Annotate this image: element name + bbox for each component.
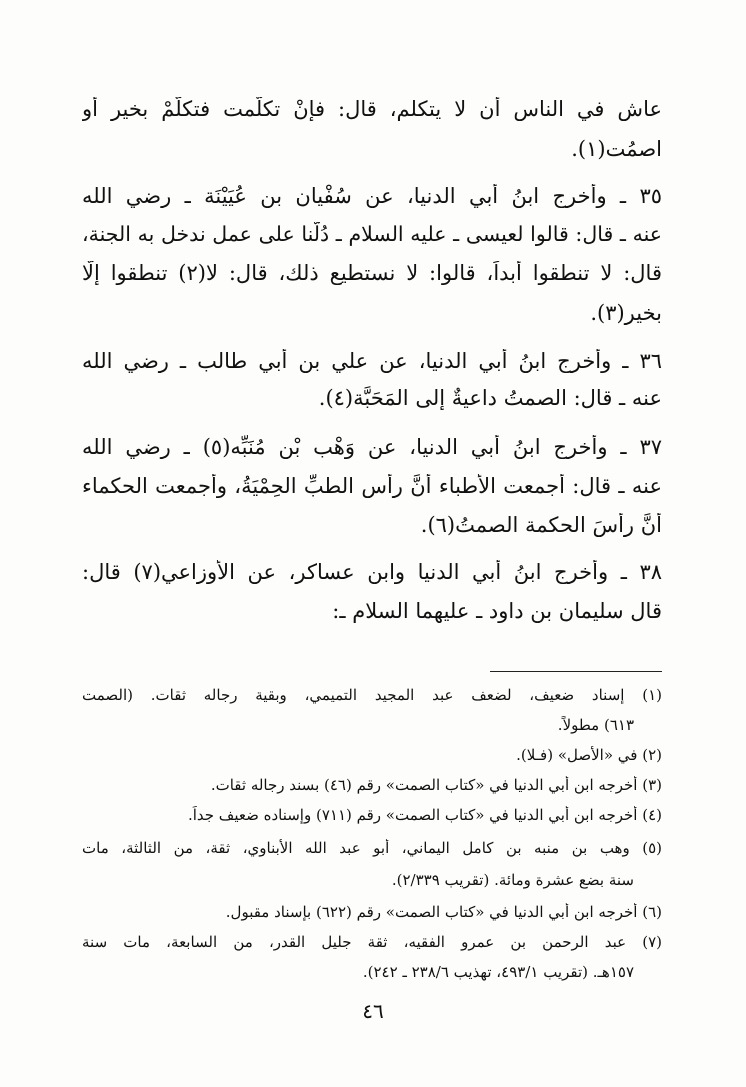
body-line-1: عاش في الناس أن لا يتكلم، قال: فإنْ تكلّمت فتكلَّمْ بخير أو	[82, 97, 662, 121]
footnote-7: (٧) عبد الرحمن بن عمرو الفقيه، ثقة جليل القدر، من السابعة، مات سنة	[82, 933, 662, 951]
body-line-10: عنه ـ قال: أجمعت الأطباء أنَّ رأس الطبِّ الحِمْيَةُ، وأجمعت الحكماء	[82, 474, 662, 498]
footnote-1-cont: ٦١٣) مطولاً.	[557, 716, 634, 734]
footnote-7-cont: ١٥٧هـ. (تقريب ٤٩٣/١، تهذيب ٢٣٨/٦ ـ ٢٤٢).	[362, 963, 634, 981]
footnote-5-cont: سنة بضع عشرة ومائة. (تقريب ٢/٣٣٩).	[391, 871, 634, 889]
body-line-12: ٣٨ ـ وأخرج ابنُ أبي الدنيا وابن عساكر، عن الأوزاعي(٧) قال:	[82, 560, 662, 584]
body-line-4: عنه ـ قال: قالوا لعيسى ـ عليه السلام ـ دُلّنا على عمل ندخل به الجنة،	[82, 222, 662, 246]
footnote-4: (٤) أخرجه ابن أبي الدنيا في «كتاب الصمت» رقم (٧١١) وإسناده ضعيف جداً.	[187, 806, 662, 824]
body-line-3: ٣٥ ـ وأخرج ابنُ أبي الدنيا، عن سُفْيان بن عُيَيْنَة ـ رضي الله	[82, 184, 662, 208]
footnote-2: (٢) في «الأصل» (فـلا).	[516, 746, 662, 764]
footnote-1: (١) إسناد ضعيف، لضعف عبد المجيد التميمي، وبقية رجاله ثقات. (الصمت	[82, 686, 662, 704]
body-line-9: ٣٧ ـ وأخرج ابنُ أبي الدنيا، عن وَهْب بْن مُنَبِّه(٥) ـ رضي الله	[82, 435, 662, 459]
body-line-13: قال سليمان بن داود ـ عليهما السلام ـ:	[332, 599, 662, 623]
body-line-6: بخير(٣).	[590, 301, 662, 325]
body-line-11: أنَّ رأسَ الحكمة الصمتُ(٦).	[420, 513, 662, 537]
body-line-5: قال: لا تنطقوا أبداً، قالوا: لا نستطيع ذلك، قال: لا(٢) تنطقوا إلَّا	[82, 261, 662, 285]
body-line-2: اصمُت(١).	[571, 137, 662, 161]
page-number: ٤٦	[362, 999, 384, 1023]
footnote-5: (٥) وهب بن منبه بن كامل اليماني، أبو عبد الله الأبناوي، ثقة، من الثالثة، مات	[82, 839, 662, 857]
footnote-6: (٦) أخرجه ابن أبي الدنيا في «كتاب الصمت» رقم (٦٢٢) بإسناد مقبول.	[225, 903, 662, 921]
footnote-3: (٣) أخرجه ابن أبي الدنيا في «كتاب الصمت» رقم (٤٦) بسند رجاله ثقات.	[210, 776, 662, 794]
body-line-8: عنه ـ قال: الصمتُ داعيةٌ إلى المَحَبَّة(٤).	[318, 386, 662, 410]
body-line-7: ٣٦ ـ وأخرج ابنُ أبي الدنيا، عن علي بن أبي طالب ـ رضي الله	[82, 349, 662, 373]
footnote-separator	[490, 671, 662, 672]
